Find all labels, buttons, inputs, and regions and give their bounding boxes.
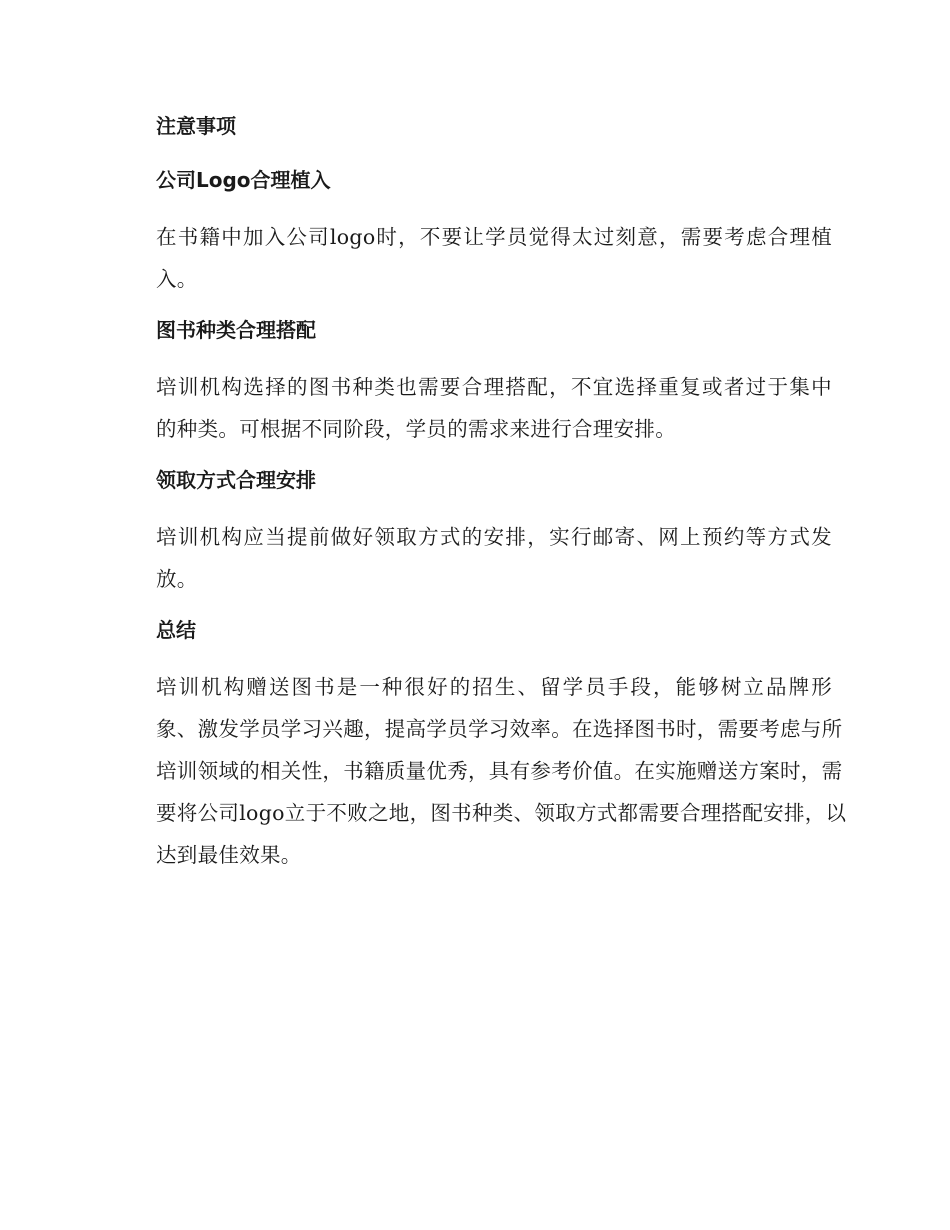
paragraph-line: 放。 [156,567,198,591]
paragraph-line: 要将公司logo立于不败之地，图书种类、领取方式都需要合理搭配安排，以 [156,801,847,825]
paragraph-line: 入。 [156,267,198,291]
paragraph-line: 象、激发学员学习兴趣，提高学员学习效率。在选择图书时，需要考虑与所 [156,717,843,741]
section-heading-logo: 公司Logo合理植入 [156,168,331,192]
section-heading-summary: 总结 [156,618,196,642]
paragraph-pickup [112,516,832,600]
paragraph-line: 培训机构应当提前做好领取方式的安排，实行邮寄、网上预约等方式发 [156,525,832,549]
section-heading-pickup: 领取方式合理安排 [156,468,316,492]
paragraph-line: 培训机构选择的图书种类也需要合理搭配，不宜选择重复或者过于集中 [156,375,832,399]
paragraph-summary [112,666,847,876]
section-heading-book-types: 图书种类合理搭配 [156,318,316,342]
paragraph-line: 培训领域的相关性，书籍质量优秀，具有参考价值。在实施赠送方案时，需 [156,759,843,783]
paragraph-line: 的种类。可根据不同阶段，学员的需求来进行合理安排。 [156,417,676,441]
document-page [112,108,847,888]
paragraph-book-types [112,366,832,450]
paragraph-logo [112,216,832,300]
paragraph-line: 培训机构赠送图书是一种很好的招生、留学员手段，能够树立品牌形 [156,675,832,699]
paragraph-line: 在书籍中加入公司logo时，不要让学员觉得太过刻意，需要考虑合理植 [156,225,832,249]
section-heading-notes: 注意事项 [156,114,236,138]
paragraph-line: 达到最佳效果。 [156,843,302,867]
